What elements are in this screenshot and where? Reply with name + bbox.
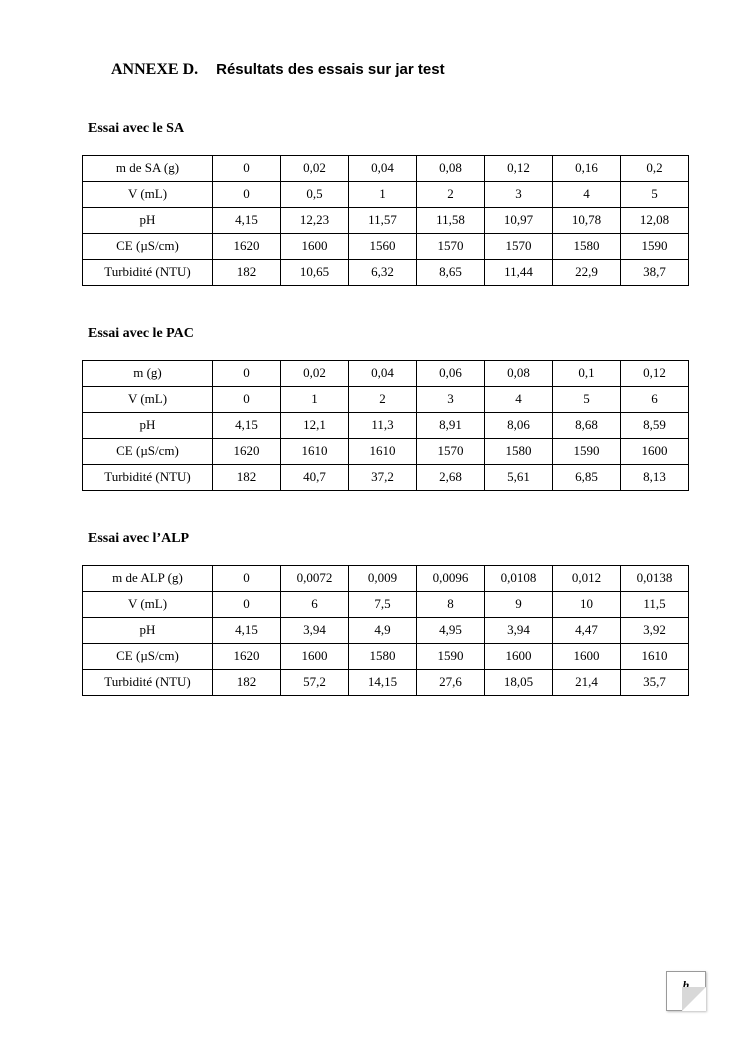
table-cell: 1620: [213, 644, 281, 670]
table-cell: 11,3: [349, 413, 417, 439]
table-cell: 10,97: [485, 208, 553, 234]
table-cell: 0,02: [281, 156, 349, 182]
table-cell: 5: [553, 387, 621, 413]
table-cell: 4,47: [553, 618, 621, 644]
table-cell: 0,02: [281, 361, 349, 387]
row-label: V (mL): [83, 387, 213, 413]
table-cell: 0,08: [417, 156, 485, 182]
table-cell: 4: [553, 182, 621, 208]
page-corner-fold: [682, 987, 706, 1011]
table-cell: 27,6: [417, 670, 485, 696]
table-cell: 1610: [349, 439, 417, 465]
table-cell: 22,9: [553, 260, 621, 286]
table-cell: 11,5: [621, 592, 689, 618]
table-cell: 4,15: [213, 413, 281, 439]
table-cell: 3: [485, 182, 553, 208]
page-number: h: [682, 978, 690, 992]
table-cell: 1570: [417, 439, 485, 465]
annex-title: Résultats des essais sur jar test: [216, 61, 445, 78]
row-label: V (mL): [83, 592, 213, 618]
row-label: pH: [83, 208, 213, 234]
table-cell: 1590: [553, 439, 621, 465]
table-cell: 6,85: [553, 465, 621, 491]
table-row: [83, 260, 689, 286]
table-cell: 11,44: [485, 260, 553, 286]
table-cell: 1590: [621, 234, 689, 260]
table-row: [83, 387, 689, 413]
table-cell: 6: [621, 387, 689, 413]
table-cell: 12,23: [281, 208, 349, 234]
table-cell: 7,5: [349, 592, 417, 618]
table-cell: 0,12: [485, 156, 553, 182]
row-label: m de SA (g): [83, 156, 213, 182]
table-cell: 8: [417, 592, 485, 618]
table-cell: 35,7: [621, 670, 689, 696]
section-heading-pac: Essai avec le PAC: [88, 326, 194, 341]
table-cell: 0,5: [281, 182, 349, 208]
table-cell: 0,1: [553, 361, 621, 387]
table-cell: 0,06: [417, 361, 485, 387]
table-row: [83, 156, 689, 182]
table-cell: 0,0096: [417, 566, 485, 592]
table-row: [83, 361, 689, 387]
table-cell: 0,0108: [485, 566, 553, 592]
table-cell: 2: [349, 387, 417, 413]
section-heading-alp: Essai avec l’ALP: [88, 531, 190, 546]
table-cell: 1580: [349, 644, 417, 670]
table-cell: 3,92: [621, 618, 689, 644]
table-cell: 0: [213, 156, 281, 182]
table-cell: 37,2: [349, 465, 417, 491]
table-cell: 1: [349, 182, 417, 208]
table-cell: 11,58: [417, 208, 485, 234]
table-cell: 1570: [417, 234, 485, 260]
table-cell: 0,04: [349, 156, 417, 182]
table-cell: 1560: [349, 234, 417, 260]
table-cell: 0: [213, 361, 281, 387]
row-label: V (mL): [83, 182, 213, 208]
table-cell: 0,012: [553, 566, 621, 592]
table-row: [83, 413, 689, 439]
table-cell: 1: [281, 387, 349, 413]
table-cell: 4,95: [417, 618, 485, 644]
table-row: [83, 465, 689, 491]
table-cell: 6: [281, 592, 349, 618]
table-cell: 1620: [213, 234, 281, 260]
table-cell: 1610: [281, 439, 349, 465]
table-cell: 8,65: [417, 260, 485, 286]
section-heading-sa: Essai avec le SA: [88, 121, 185, 136]
table-cell: 14,15: [349, 670, 417, 696]
table-cell: 18,05: [485, 670, 553, 696]
table-cell: 0,2: [621, 156, 689, 182]
table-cell: 0: [213, 387, 281, 413]
table-cell: 3,94: [485, 618, 553, 644]
table-cell: 1600: [621, 439, 689, 465]
table-cell: 10,65: [281, 260, 349, 286]
table-cell: 11,57: [349, 208, 417, 234]
table-cell: 8,06: [485, 413, 553, 439]
table-row: [83, 234, 689, 260]
table-cell: 5: [621, 182, 689, 208]
table-cell: 8,13: [621, 465, 689, 491]
table-cell: 182: [213, 670, 281, 696]
table-cell: 3,94: [281, 618, 349, 644]
table-cell: 0,08: [485, 361, 553, 387]
table-cell: 2: [417, 182, 485, 208]
results-table-alp: [82, 565, 689, 696]
table-cell: 182: [213, 465, 281, 491]
table-cell: 1620: [213, 439, 281, 465]
table-cell: 4: [485, 387, 553, 413]
table-cell: 1580: [485, 439, 553, 465]
table-cell: 0,0138: [621, 566, 689, 592]
table-cell: 8,68: [553, 413, 621, 439]
table-cell: 21,4: [553, 670, 621, 696]
row-label: m de ALP (g): [83, 566, 213, 592]
table-cell: 12,08: [621, 208, 689, 234]
table-cell: 8,59: [621, 413, 689, 439]
row-label: CE (µS/cm): [83, 234, 213, 260]
table-cell: 3: [417, 387, 485, 413]
table-cell: 0,04: [349, 361, 417, 387]
row-label: m (g): [83, 361, 213, 387]
table-row: [83, 439, 689, 465]
table-cell: 9: [485, 592, 553, 618]
table-cell: 0,009: [349, 566, 417, 592]
table-cell: 4,15: [213, 618, 281, 644]
page-number-box: [666, 971, 706, 1011]
row-label: Turbidité (NTU): [83, 465, 213, 491]
table-row: [83, 208, 689, 234]
table-row: [83, 670, 689, 696]
table-cell: 1570: [485, 234, 553, 260]
table-cell: 10,78: [553, 208, 621, 234]
annex-number: ANNEXE D.: [111, 61, 199, 78]
row-label: Turbidité (NTU): [83, 260, 213, 286]
table-cell: 57,2: [281, 670, 349, 696]
table-cell: 0,16: [553, 156, 621, 182]
table-cell: 0,12: [621, 361, 689, 387]
table-cell: 38,7: [621, 260, 689, 286]
row-label: CE (µS/cm): [83, 439, 213, 465]
table-cell: 1580: [553, 234, 621, 260]
table-cell: 1600: [553, 644, 621, 670]
table-row: [83, 592, 689, 618]
results-table-sa: [82, 155, 689, 286]
page-title: [111, 61, 445, 79]
table-cell: 12,1: [281, 413, 349, 439]
table-cell: 8,91: [417, 413, 485, 439]
table-row: [83, 566, 689, 592]
table-cell: 4,9: [349, 618, 417, 644]
row-label: CE (µS/cm): [83, 644, 213, 670]
table-cell: 5,61: [485, 465, 553, 491]
table-cell: 0,0072: [281, 566, 349, 592]
table-cell: 6,32: [349, 260, 417, 286]
results-table-pac: [82, 360, 689, 491]
table-cell: 2,68: [417, 465, 485, 491]
table-cell: 4,15: [213, 208, 281, 234]
table-cell: 0: [213, 592, 281, 618]
table-cell: 40,7: [281, 465, 349, 491]
table-cell: 1600: [281, 644, 349, 670]
table-cell: 0: [213, 566, 281, 592]
table-row: [83, 644, 689, 670]
row-label: Turbidité (NTU): [83, 670, 213, 696]
table-cell: 182: [213, 260, 281, 286]
table-row: [83, 618, 689, 644]
table-cell: 1590: [417, 644, 485, 670]
table-row: [83, 182, 689, 208]
table-cell: 10: [553, 592, 621, 618]
row-label: pH: [83, 618, 213, 644]
table-cell: 1600: [485, 644, 553, 670]
table-cell: 1610: [621, 644, 689, 670]
table-cell: 1600: [281, 234, 349, 260]
row-label: pH: [83, 413, 213, 439]
table-cell: 0: [213, 182, 281, 208]
